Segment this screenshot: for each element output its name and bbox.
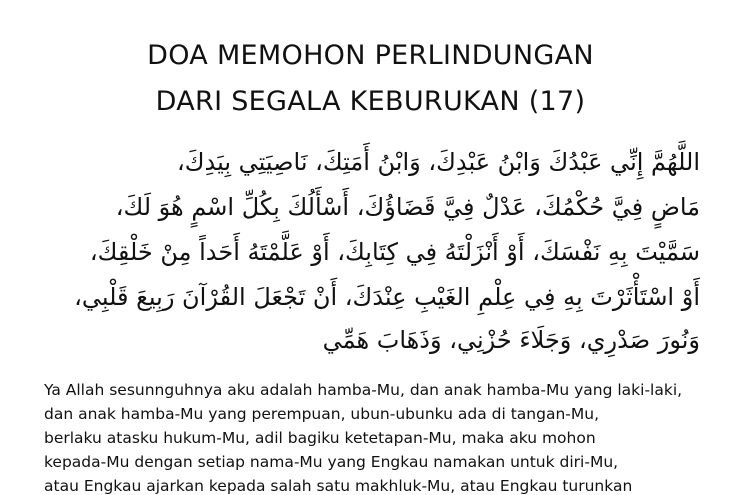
arabic-line: سَمَّيْتَ بِهِ نَفْسَكَ، أَوْ أَنْزَلْتَهُ فِي كِتَابِكَ، أَوْ عَلَّمْتَهُ أَحَداً مِنْ خَلْقِكَ، (89, 238, 700, 266)
translation-line: berlaku atasku hukum-Mu, adil bagiku ketetapan-Mu, maka aku mohon (44, 429, 596, 447)
title-line-2: DARI SEGALA KEBURUKAN (17) (155, 86, 586, 117)
translation-line: dan anak hamba-Mu yang perempuan, ubun-ubunku ada di tangan-Mu, (44, 405, 600, 423)
translation-line: atau Engkau ajarkan kepada salah satu makhluk-Mu, atau Engkau turunkan (44, 477, 633, 495)
arabic-line: أَوْ اسْتَأْثَرْتَ بِهِ فِي عِلْمِ الغَيْبِ عِنْدَكَ، أَنْ تَجْعَلَ القُرْآنَ رَبِيعَ قَلْبِي، (74, 283, 700, 311)
title-line-1: DOA MEMOHON PERLINDUNGAN (147, 40, 594, 71)
arabic-line: مَاضٍ فِيَّ حُكْمُكَ، عَدْلٌ فِيَّ قَضَاؤُكَ، أَسْأَلُكَ بِكُلِّ اسْمٍ هُوَ لَكَ، (115, 193, 700, 221)
arabic-line: وَنُورَ صَدْرِي، وَجَلَاءَ حُزْنِي، وَذَهَابَ هَمِّي (322, 326, 700, 354)
translation-line: Ya Allah sesunnguhnya aku adalah hamba-Mu, dan anak hamba-Mu yang laki-laki, (44, 381, 683, 399)
translation-line: kepada-Mu dengan setiap nama-Mu yang Engkau namakan untuk diri-Mu, (44, 453, 619, 471)
arabic-line: اللَّهُمَّ إِنِّي عَبْدُكَ وَابْنُ عَبْدِكَ، وَابْنُ أَمَتِكَ، نَاصِيَتِي بِيَدِكَ، (176, 148, 700, 176)
